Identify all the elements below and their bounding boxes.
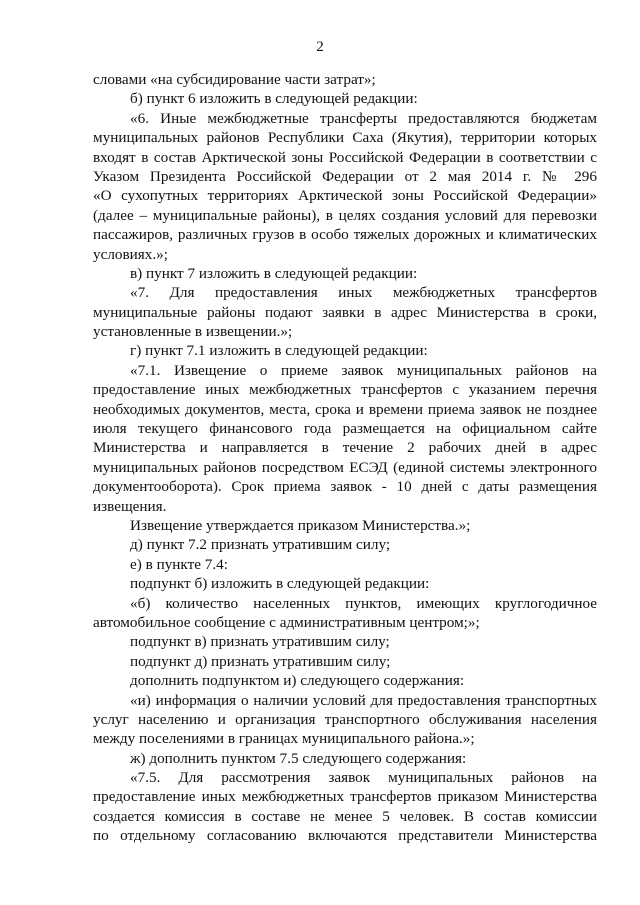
text-line: подпункт в) признать утратившим силу; bbox=[130, 633, 390, 651]
text-line: е) в пункте 7.4: bbox=[130, 555, 228, 573]
text-line: необходимых документов, места, срока и времени приема заявок не позднее bbox=[93, 400, 597, 418]
text-line: по отдельному согласованию включаются представители Министерства bbox=[93, 827, 597, 845]
text-line: извещения. bbox=[93, 497, 167, 515]
document-body bbox=[93, 70, 597, 846]
text-line: д) пункт 7.2 признать утратившим силу; bbox=[130, 536, 391, 554]
page-number: 2 bbox=[316, 39, 324, 55]
text-line: б) пункт 6 изложить в следующей редакции: bbox=[130, 90, 418, 108]
text-line: подпункт д) признать утратившим силу; bbox=[130, 652, 391, 670]
text-line: услуг населению и организация транспортного обслуживания населения bbox=[93, 710, 597, 728]
text-line: муниципальных районов посредством ЕСЭД (единой системы электронного bbox=[93, 458, 597, 476]
text-line: Указом Президента Российской Федерации от 2 мая 2014 г. № 296 bbox=[93, 167, 597, 185]
text-line: документооборота). Срок приема заявок - 10 дней с даты размещения bbox=[93, 478, 597, 496]
text-line: в) пункт 7 изложить в следующей редакции: bbox=[130, 264, 418, 282]
text-line: входят в состав Арктической зоны Российской Федерации в соответствии с bbox=[93, 148, 597, 166]
text-line: между поселениями в границах муниципального района.»; bbox=[93, 730, 475, 748]
text-line: муниципальные районы подают заявки в адрес Министерства в сроки, bbox=[93, 303, 597, 321]
text-line: предоставление иных межбюджетных трансфертов приказом Министерства bbox=[93, 788, 597, 806]
text-line: «б) количество населенных пунктов, имеющих круглогодичное bbox=[130, 594, 597, 612]
text-line: условиях.»; bbox=[93, 245, 168, 263]
text-line: установленные в извещении.»; bbox=[93, 323, 293, 341]
text-line: автомобильное сообщение с административным центром;»; bbox=[93, 613, 480, 631]
text-line: Извещение утверждается приказом Министерства.»; bbox=[130, 516, 471, 534]
text-line: «7.1. Извещение о приеме заявок муниципальных районов на bbox=[130, 361, 597, 379]
text-line: «7. Для предоставления иных межбюджетных трансфертов bbox=[130, 284, 597, 302]
text-line: «и) информация о наличии условий для предоставления транспортных bbox=[130, 691, 597, 709]
text-line: пассажиров, различных грузов в особо тяжелых дорожных и климатических bbox=[93, 226, 597, 244]
text-line: словами «на субсидирование части затрат»; bbox=[93, 71, 376, 88]
text-line: Министерства и направляется в течение 2 рабочих дней в адрес bbox=[93, 439, 597, 457]
text-line: предоставление иных межбюджетных трансфертов с указанием перечня bbox=[93, 381, 597, 399]
text-line: ж) дополнить пунктом 7.5 следующего содержания: bbox=[130, 749, 467, 767]
text-line: «О сухопутных территориях Арктической зоны Российской Федерации» bbox=[93, 187, 597, 205]
text-line: (далее – муниципальные районы), в целях создания условий для перевозки bbox=[93, 206, 597, 224]
text-line: дополнить подпунктом и) следующего содержания: bbox=[130, 672, 465, 690]
text-line: муниципальных районов Республики Саха (Якутия), территории которых bbox=[93, 129, 597, 147]
text-line: июля текущего финансового года размещается на официальном сайте bbox=[93, 420, 597, 438]
text-line: создается комиссия в составе не менее 5 человек. В состав комиссии bbox=[93, 807, 597, 825]
text-line: г) пункт 7.1 изложить в следующей редакции: bbox=[130, 342, 428, 360]
text-line: «7.5. Для рассмотрения заявок муниципальных районов на bbox=[130, 769, 597, 787]
text-line: «6. Иные межбюджетные трансферты предоставляются бюджетам bbox=[130, 109, 597, 127]
text-line: подпункт б) изложить в следующей редакции: bbox=[130, 575, 430, 593]
